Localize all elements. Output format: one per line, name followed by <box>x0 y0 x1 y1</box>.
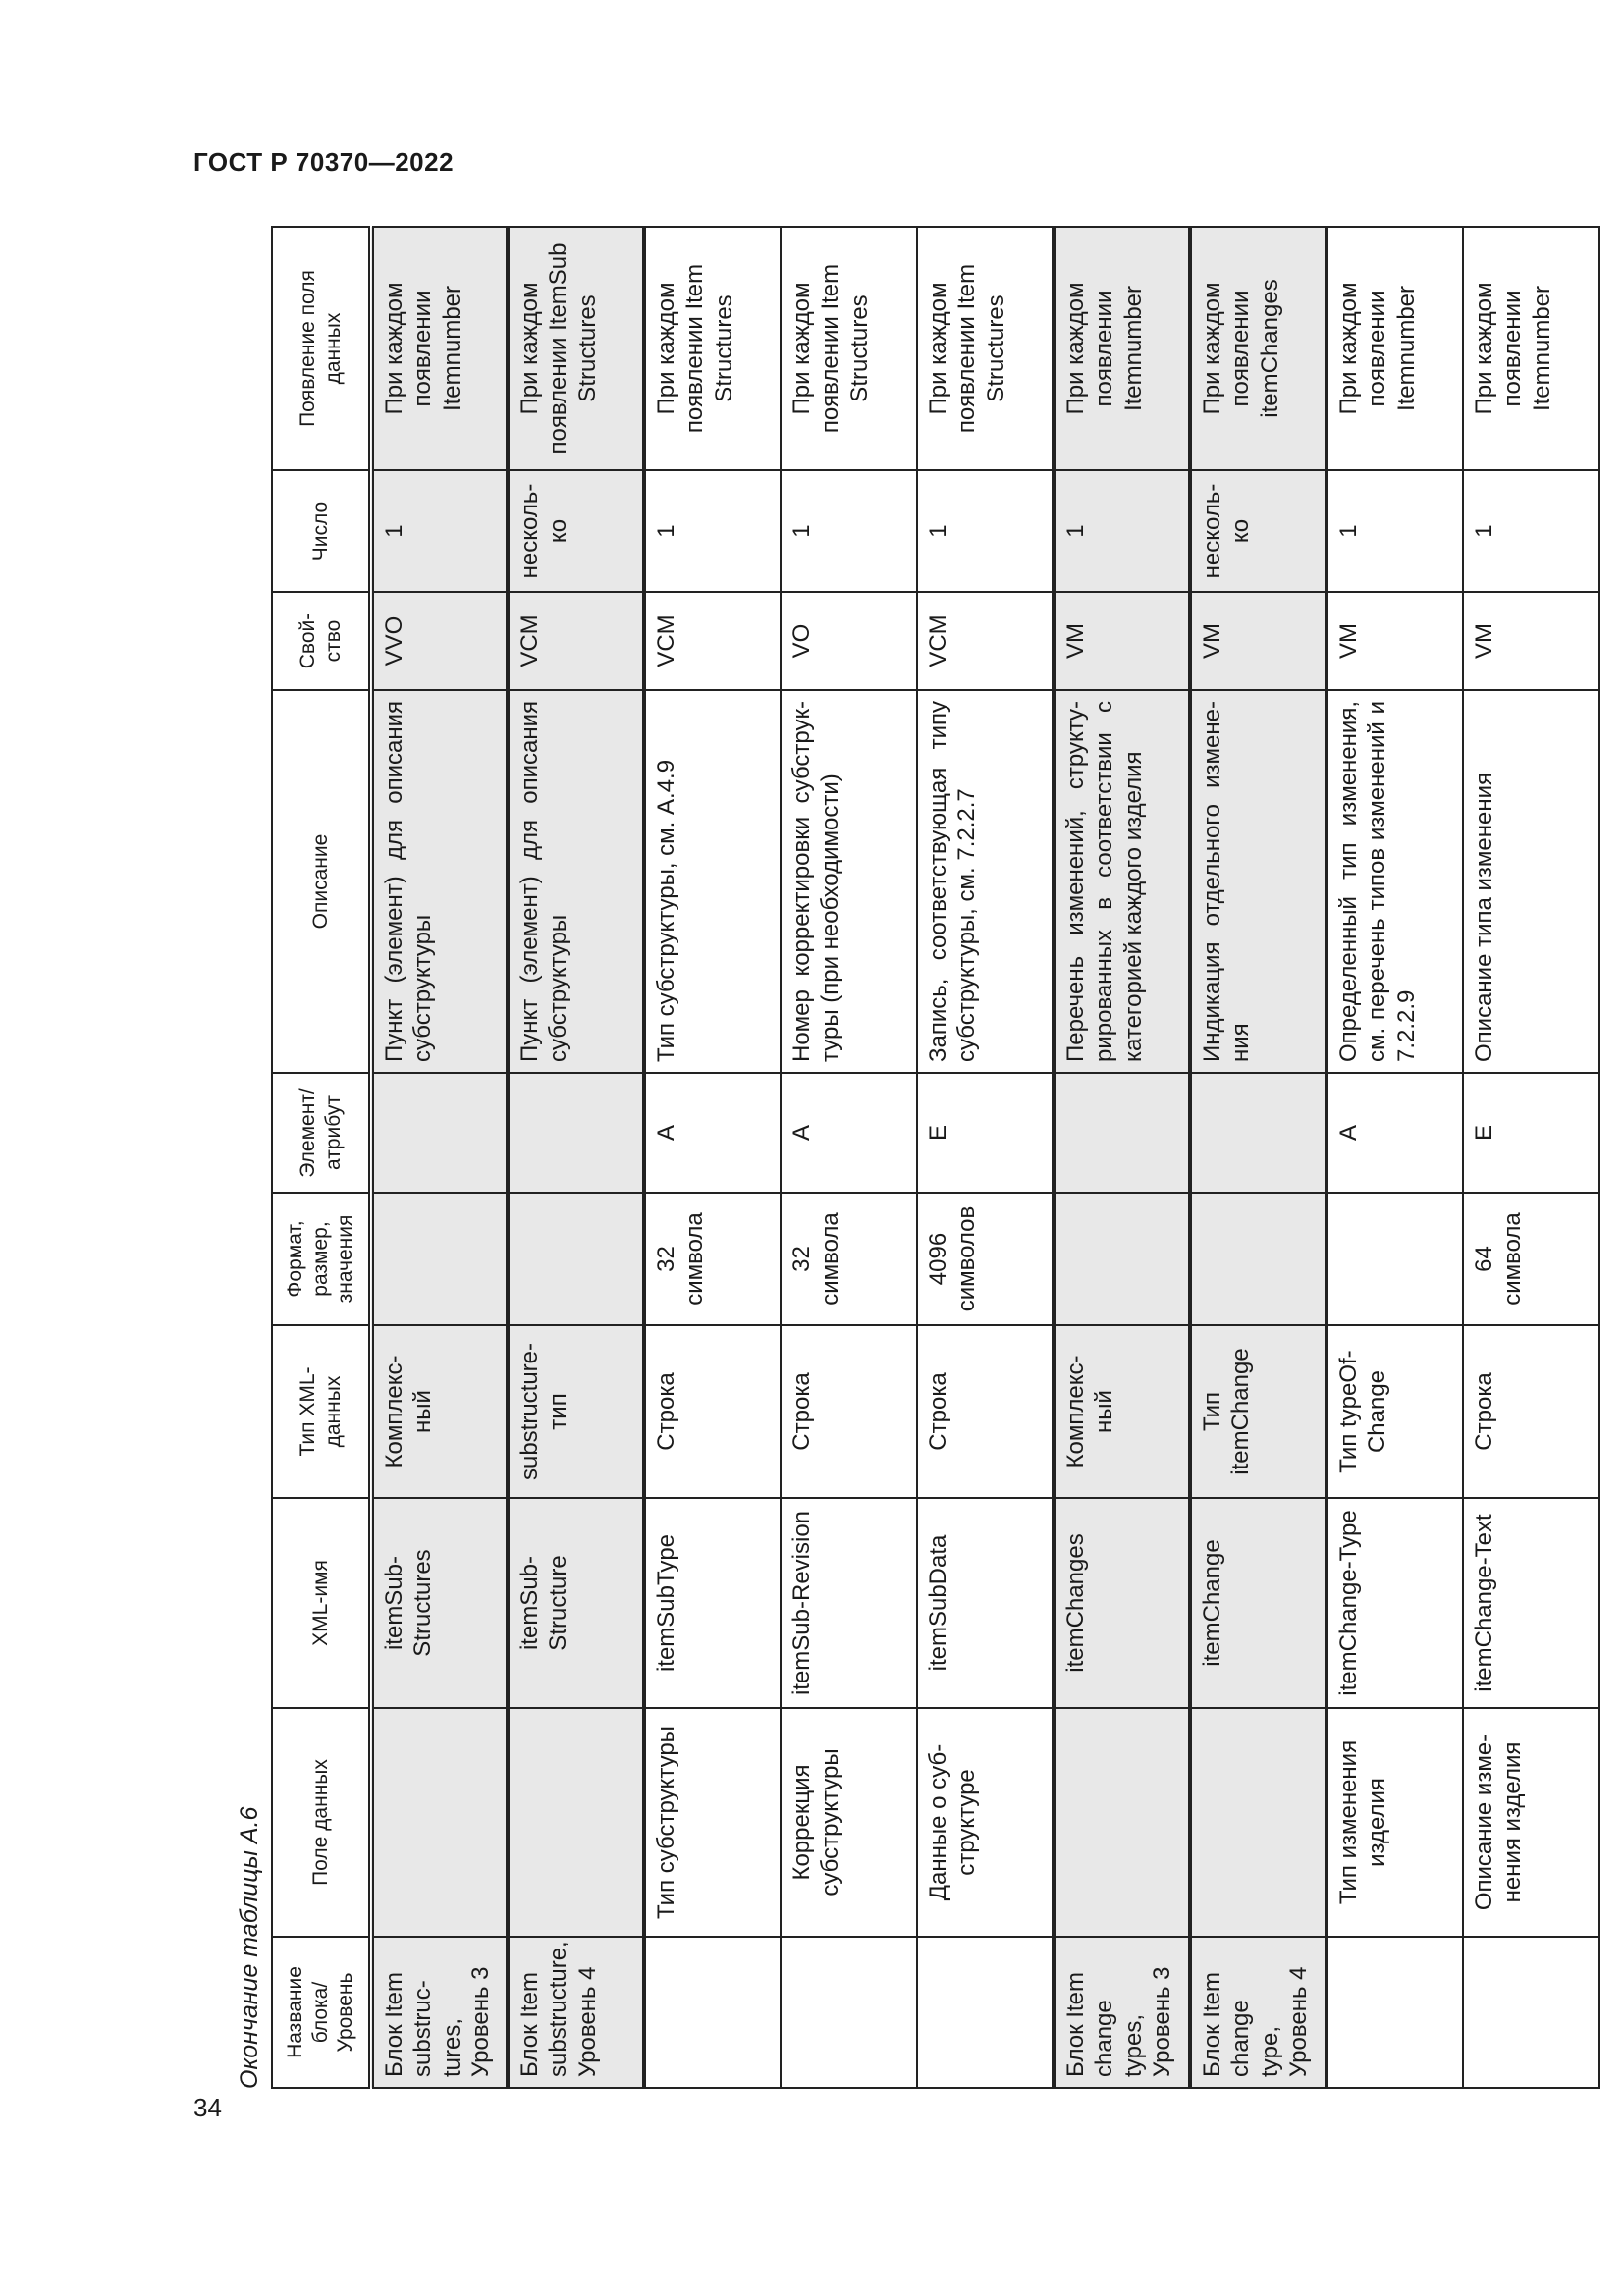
property-cell: VO <box>781 592 917 690</box>
block-cell <box>1326 1937 1463 2088</box>
element-attribute-cell: A <box>781 1073 917 1193</box>
table-row <box>1054 227 1190 2088</box>
table-row <box>508 227 644 2088</box>
xml-name-cell: itemSub-Structure <box>508 1498 644 1708</box>
property-cell: VVO <box>371 592 508 690</box>
field-cell: Тип изменения изделия <box>1326 1708 1463 1937</box>
element-attribute-cell <box>371 1073 508 1193</box>
block-cell <box>781 1937 917 2088</box>
block-cell <box>644 1937 781 2088</box>
property-cell: VM <box>1054 592 1190 690</box>
count-cell: 1 <box>644 470 781 592</box>
xml-type-cell: Строка <box>781 1325 917 1498</box>
table-row <box>781 227 917 2088</box>
description-cell: Пункт (элемент) для описания субструктуры <box>508 690 644 1073</box>
xml-type-cell: Комплекс-ный <box>371 1325 508 1498</box>
element-attribute-cell: A <box>1326 1073 1463 1193</box>
field-cell <box>1190 1708 1326 1937</box>
xml-name-cell: itemSubData <box>917 1498 1054 1708</box>
page-number: 34 <box>193 2093 222 2122</box>
element-attribute-cell <box>508 1073 644 1193</box>
property-cell: VCM <box>644 592 781 690</box>
xml-type-cell: Строка <box>1463 1325 1599 1498</box>
format-cell <box>371 1193 508 1325</box>
field-cell: Описание изме-нения изделия <box>1463 1708 1599 1937</box>
table-header-row <box>272 227 371 2088</box>
xml-type-cell: substructure-тип <box>508 1325 644 1498</box>
table-row <box>917 227 1054 2088</box>
format-cell <box>1190 1193 1326 1325</box>
column-header: XML-имя <box>272 1498 371 1708</box>
count-cell: 1 <box>781 470 917 592</box>
field-cell: Тип субструктуры <box>644 1708 781 1937</box>
description-cell: Индикация отдельного измене-ния <box>1190 690 1326 1073</box>
xml-type-cell: Тип itemChange <box>1190 1325 1326 1498</box>
count-cell: 1 <box>1054 470 1190 592</box>
occurrence-cell: При каждом появлении Item Structures <box>644 227 781 470</box>
description-cell: Номер корректировки субструк-туры (при необходимости) <box>781 690 917 1073</box>
occurrence-cell: При каждом появлении Item Structures <box>917 227 1054 470</box>
property-cell: VM <box>1326 592 1463 690</box>
description-cell: Описание типа изменения <box>1463 690 1599 1073</box>
table-row <box>644 227 781 2088</box>
description-cell: Запись, соответствующая типу субструктуры, см. 7.2.2.7 <box>917 690 1054 1073</box>
occurrence-cell: При каждом появлении ItemSub Structures <box>508 227 644 470</box>
format-cell: 4096 символов <box>917 1193 1054 1325</box>
column-header: Тип XML-данных <box>272 1325 371 1498</box>
property-cell: VM <box>1463 592 1599 690</box>
format-cell: 32 символа <box>781 1193 917 1325</box>
xml-type-cell: Строка <box>644 1325 781 1498</box>
data-table <box>271 226 1600 2089</box>
format-cell: 32 символа <box>644 1193 781 1325</box>
block-cell: Блок Item change types, Уровень 3 <box>1054 1937 1190 2088</box>
field-cell <box>508 1708 644 1937</box>
count-cell: 1 <box>371 470 508 592</box>
column-header: Поле данных <box>272 1708 371 1937</box>
xml-name-cell: itemSubType <box>644 1498 781 1708</box>
count-cell: несколь-ко <box>1190 470 1326 592</box>
description-cell: Перечень изменений, структу-рированных в соответствии с категорией каждого изделия <box>1054 690 1190 1073</box>
format-cell <box>1054 1193 1190 1325</box>
xml-type-cell: Комплекс-ный <box>1054 1325 1190 1498</box>
count-cell: 1 <box>1326 470 1463 592</box>
column-header: Появление поля данных <box>272 227 371 470</box>
occurrence-cell: При каждом появлении Item Structures <box>781 227 917 470</box>
rotated-table-frame <box>228 228 1555 2089</box>
occurrence-cell: При каждом появлении Itemnumber <box>1463 227 1599 470</box>
format-cell: 64 символа <box>1463 1193 1599 1325</box>
document-header: ГОСТ Р 70370—2022 <box>193 147 455 177</box>
table-row <box>371 227 508 2088</box>
column-header: Свой-ство <box>272 592 371 690</box>
xml-name-cell: itemSub-Structures <box>371 1498 508 1708</box>
block-cell <box>1463 1937 1599 2088</box>
table-row <box>1326 227 1463 2088</box>
column-header: Элемент/ атрибут <box>272 1073 371 1193</box>
element-attribute-cell <box>1190 1073 1326 1193</box>
xml-name-cell: itemChange <box>1190 1498 1326 1708</box>
field-cell: Коррекция субструктуры <box>781 1708 917 1937</box>
xml-name-cell: itemChange-Type <box>1326 1498 1463 1708</box>
description-cell: Определенный тип изменения, см. перечень типов изменений и 7.2.2.9 <box>1326 690 1463 1073</box>
property-cell: VCM <box>508 592 644 690</box>
count-cell: 1 <box>1463 470 1599 592</box>
element-attribute-cell <box>1054 1073 1190 1193</box>
element-attribute-cell: A <box>644 1073 781 1193</box>
property-cell: VCM <box>917 592 1054 690</box>
block-cell: Блок Item change type, Уровень 4 <box>1190 1937 1326 2088</box>
occurrence-cell: При каждом появлении Itemnumber <box>1054 227 1190 470</box>
element-attribute-cell: E <box>917 1073 1054 1193</box>
format-cell <box>508 1193 644 1325</box>
occurrence-cell: При каждом появлении itemChanges <box>1190 227 1326 470</box>
occurrence-cell: При каждом появлении Itemnumber <box>371 227 508 470</box>
column-header: Число <box>272 470 371 592</box>
block-cell: Блок Item substructure, Уровень 4 <box>508 1937 644 2088</box>
xml-name-cell: itemSub-Revision <box>781 1498 917 1708</box>
block-cell: Блок Item substruc-tures, Уровень 3 <box>371 1937 508 2088</box>
count-cell: 1 <box>917 470 1054 592</box>
block-cell <box>917 1937 1054 2088</box>
table-caption: Окончание таблицы А.6 <box>236 1806 263 2089</box>
xml-name-cell: itemChanges <box>1054 1498 1190 1708</box>
table-row <box>1190 227 1326 2088</box>
xml-type-cell: Тип typeOf-Change <box>1326 1325 1463 1498</box>
occurrence-cell: При каждом появлении Itemnumber <box>1326 227 1463 470</box>
property-cell: VM <box>1190 592 1326 690</box>
table-row <box>1463 227 1599 2088</box>
xml-name-cell: itemChange-Text <box>1463 1498 1599 1708</box>
field-cell <box>1054 1708 1190 1937</box>
description-cell: Тип субструктуры, см. А.4.9 <box>644 690 781 1073</box>
field-cell: Данные о суб-структуре <box>917 1708 1054 1937</box>
field-cell <box>371 1708 508 1937</box>
xml-type-cell: Строка <box>917 1325 1054 1498</box>
column-header: Название блока/ Уровень <box>272 1937 371 2088</box>
description-cell: Пункт (элемент) для описания субструктуры <box>371 690 508 1073</box>
column-header: Описание <box>272 690 371 1073</box>
rotated-table-region <box>228 228 1555 2089</box>
column-header: Формат, размер, значения <box>272 1193 371 1325</box>
element-attribute-cell: E <box>1463 1073 1599 1193</box>
count-cell: несколь-ко <box>508 470 644 592</box>
format-cell <box>1326 1193 1463 1325</box>
